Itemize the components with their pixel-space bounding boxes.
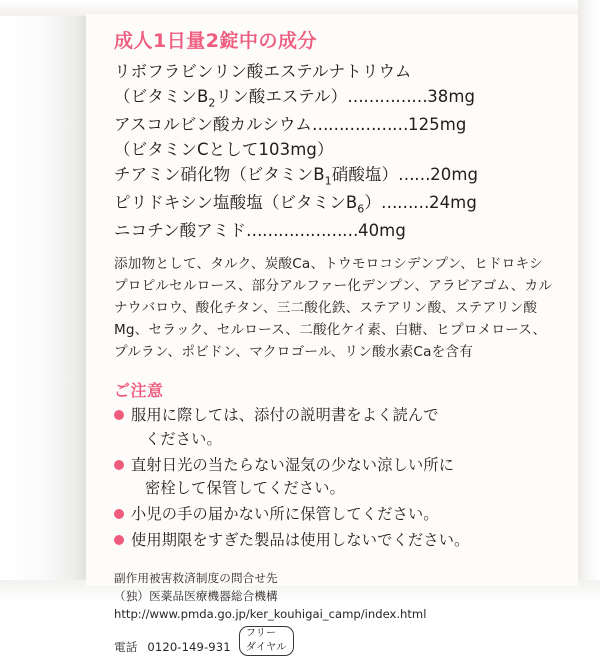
ingredient-name: ピリドキシン塩酸塩（ビタミン$B_6$）: [114, 193, 381, 216]
caution-text-line1: 服用に際しては、添付の説明書をよく読んで: [131, 406, 439, 425]
ingredient-dots: ……: [398, 165, 431, 185]
caution-text-line1: 小児の手の届かない所に保管してください。: [131, 504, 439, 523]
caution-text-line2: ください。: [145, 429, 222, 448]
footer-block: [114, 570, 554, 657]
bullet-icon: [114, 460, 124, 470]
caution-text-line1: 直射日光の当たらない湿気の少ない涼しい所に: [131, 455, 455, 474]
caution-list: [114, 404, 554, 552]
ingredient-row: [114, 218, 554, 243]
telephone-label: 電話: [114, 639, 138, 654]
package-right-edge-shading: [578, 0, 600, 600]
ingredients-list: [114, 59, 554, 243]
ingredient-amount: 24mg: [428, 193, 477, 213]
caution-item: [114, 529, 554, 552]
ingredient-amount: 125mg: [407, 114, 467, 134]
ingredient-dots: …………………: [245, 221, 358, 241]
ingredient-name: リボフラビンリン酸エステルナトリウム: [114, 61, 412, 81]
bullet-icon: [114, 535, 124, 545]
ingredient-name: ニコチン酸アミド: [114, 221, 246, 241]
additives-paragraph: 添加物として、タルク、炭酸Ca、トウモロコシデンプン、ヒドロキシプロピルセルロース、部分アルファー化デンプン、アラビアゴム、カルナウバロウ、酸化チタン、三二酸化鉄、ステアリン酸、ステアリン酸Mg、セラック、セルロース、二酸化ケイ素、白糖、ヒプロメロース、プルラン、ポビドン、マクロゴール、リン酸水素Caを含有: [114, 256, 553, 361]
footer-url: http://www.pmda.go.jp/ker_kouhigai_camp/index.html: [114, 606, 427, 621]
free-dial-badge: フリー ダイヤル: [239, 626, 294, 657]
caution-item: [114, 503, 554, 526]
label-content: [114, 30, 554, 657]
caution-text-line2: 密栓して保管してください。: [145, 478, 346, 497]
caution-item: [114, 404, 554, 450]
footer-telephone-row: [114, 626, 554, 657]
ingredient-row: [114, 190, 554, 218]
bullet-icon: [114, 509, 124, 519]
ingredient-amount: 38mg: [427, 86, 476, 106]
ingredient-dots: ………: [380, 193, 429, 213]
ingredient-dots: ………………: [311, 114, 408, 134]
ingredient-row: [114, 84, 554, 112]
package-label-panel: [86, 14, 578, 654]
ingredient-name: アスコルビン酸カルシウム: [114, 114, 312, 134]
ingredient-row: [114, 137, 554, 162]
ingredient-dots: ……………: [347, 86, 428, 106]
footer-line-2: （独）医薬品医療機器総合機構: [114, 588, 278, 603]
footer-line-1: 副作用被害救済制度の問合せ先: [114, 570, 278, 585]
ingredient-row: [114, 112, 554, 137]
telephone-number: 0120-149-931: [147, 639, 231, 654]
ingredient-name: チアミン硝化物（ビタミン$B_1$硝酸塩）: [114, 165, 399, 188]
caution-heading: ご注意: [114, 381, 164, 401]
ingredient-name: （ビタミンCとして103mg）: [114, 139, 334, 159]
ingredient-name: （ビタミン$B_2$リン酸エステル）: [114, 86, 348, 110]
caution-item: [114, 454, 554, 500]
ingredient-amount: 40mg: [357, 221, 406, 241]
ingredients-heading: 成人1日量2錠中の成分: [114, 30, 317, 52]
bullet-icon: [114, 410, 124, 420]
ingredient-row: [114, 59, 554, 84]
ingredient-amount: 20mg: [430, 165, 479, 185]
package-left-edge-shading: [0, 0, 86, 600]
ingredient-row: [114, 162, 554, 190]
caution-text-line1: 使用期限をすぎた製品は使用しないでください。: [131, 530, 470, 549]
